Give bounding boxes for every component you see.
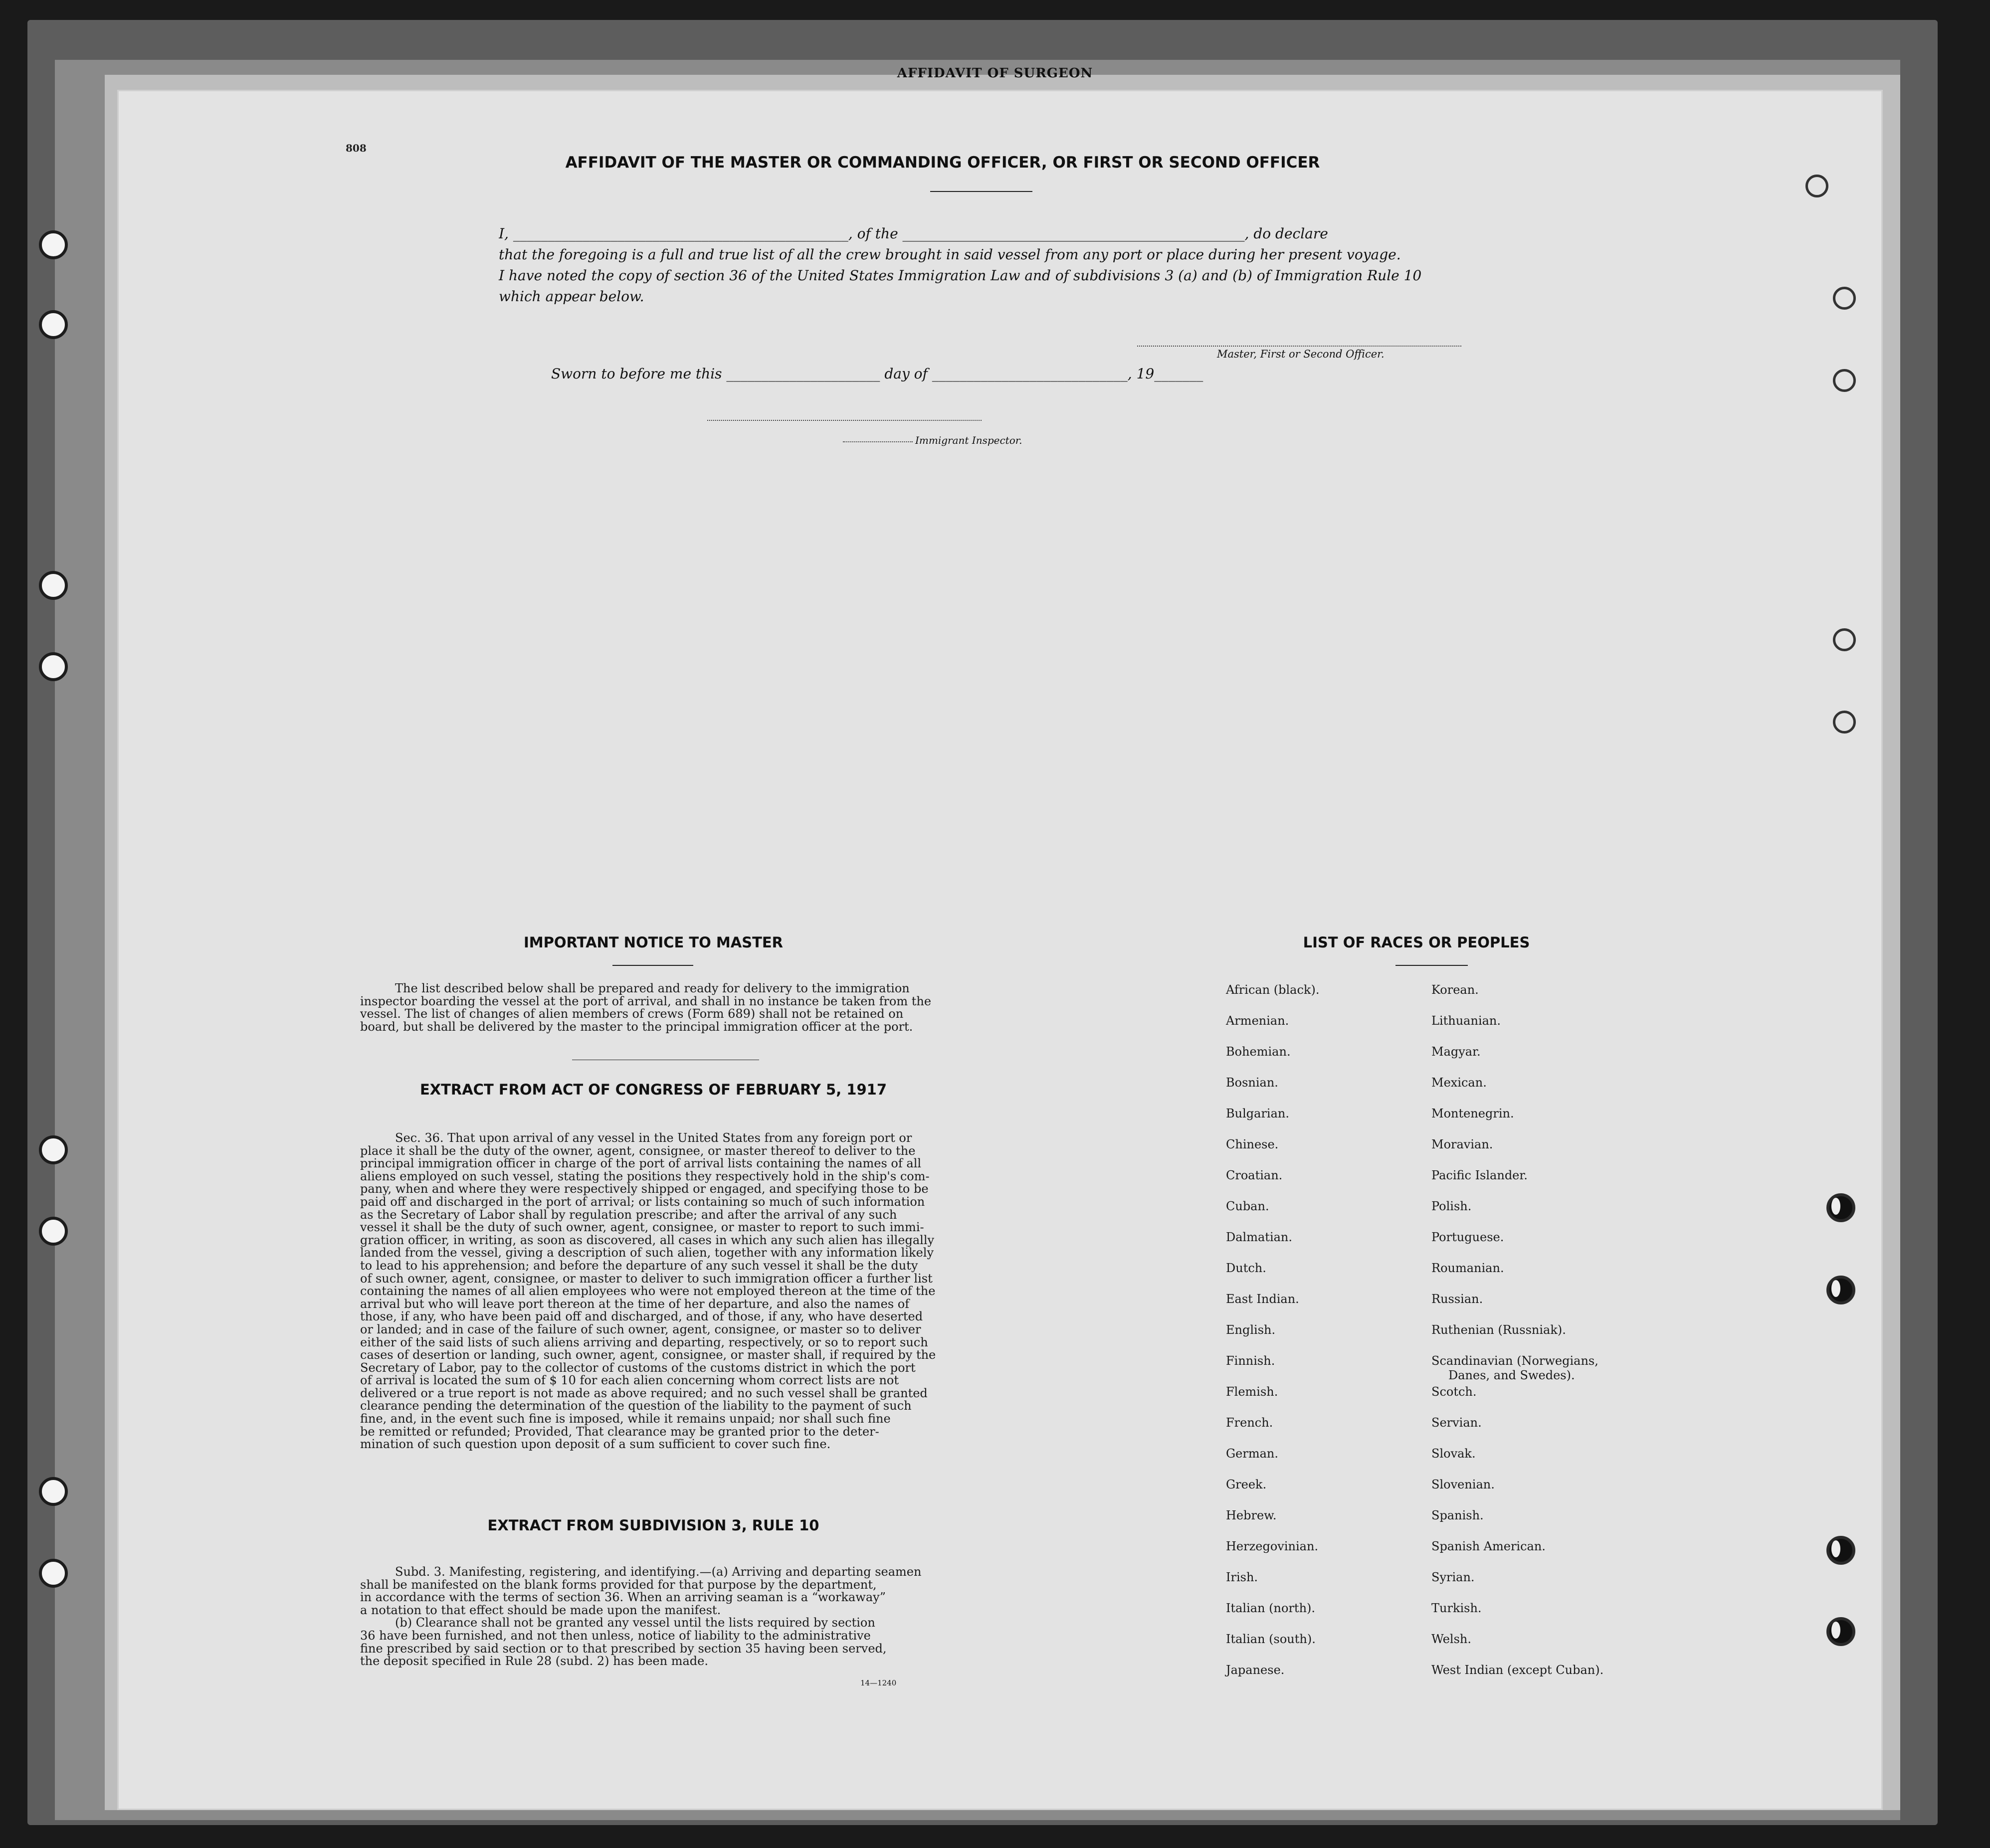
affidavit-line: I have noted the copy of section 36 of the United States Immigration Law and of subdivisions 3 (a) and (b) of Immigration Rule 10 (499, 267, 1422, 284)
notice-title-rule (612, 965, 693, 966)
races-right-column (1431, 982, 1603, 1693)
act-line: paid off and discharged in the port of arrival; or lists containing so much of such information (360, 1194, 925, 1209)
race-item: Finnish. (1226, 1354, 1275, 1368)
rule-line: in accordance with the terms of section 36. When an arriving seaman is a “workaway” (360, 1590, 886, 1605)
notice-line: inspector boarding the vessel at the port of arrival, and shall in no instance be taken from the (360, 994, 932, 1008)
race-item: Dalmatian. (1226, 1230, 1293, 1244)
punch-hole-icon (1826, 1276, 1855, 1304)
act-line: place it shall be the duty of the owner, agent, consignee, or master thereof to deliver to the (360, 1143, 916, 1158)
act-line: containing the names of all alien employees who were not employed thereon at the time of the (360, 1284, 936, 1298)
notice-line: board, but shall be delivered by the master to the principal immigration officer at the port. (360, 1019, 913, 1034)
act-line: clearance pending the determination of the question of the liability to the payment of such (360, 1399, 912, 1413)
affidavit-title: AFFIDAVIT OF THE MASTER OR COMMANDING OFFICER, OR FIRST OR SECOND OFFICER (565, 154, 1320, 172)
race-item: Danes, and Swedes). (1448, 1368, 1575, 1382)
race-item: Scandinavian (Norwegians, (1431, 1354, 1598, 1368)
punch-hole-icon (1826, 1193, 1855, 1222)
race-item: Welsh. (1431, 1632, 1471, 1646)
race-item: Bulgarian. (1226, 1107, 1289, 1120)
binder-hole-icon (39, 1135, 68, 1164)
act-line: mination of such question upon deposit of a sum sufficient to cover such fine. (360, 1437, 831, 1452)
race-item: Polish. (1431, 1199, 1472, 1213)
race-item: Spanish American. (1431, 1539, 1546, 1553)
race-item: Dutch. (1226, 1261, 1266, 1275)
signature-line (1137, 346, 1461, 347)
race-item: Mexican. (1431, 1076, 1487, 1090)
act-line: of such owner, agent, consignee, or master to deliver to such immigration officer a further list (360, 1271, 933, 1286)
race-item: Syrian. (1431, 1570, 1475, 1584)
race-item: Italian (north). (1226, 1601, 1316, 1615)
punch-hole-icon (1833, 711, 1856, 734)
act-line: be remitted or refunded; Provided, That clearance may be granted prior to the deter- (360, 1424, 879, 1439)
act-line: vessel it shall be the duty of such owner, agent, consignee, or master to report to such immi- (360, 1220, 924, 1235)
act-line: to lead to his apprehension; and before the departure of any such vessel it shall be the duty (360, 1258, 918, 1273)
binder-hole-icon (39, 1559, 68, 1588)
race-item: Spanish. (1431, 1508, 1484, 1522)
race-item: Moravian. (1431, 1137, 1493, 1151)
rule-line: the deposit specified in Rule 28 (subd. 2) has been made. (360, 1654, 708, 1668)
act-line: delivered or a true report is not made as above required; and no such vessel shall be granted (360, 1386, 928, 1400)
binder-hole-icon (39, 652, 68, 681)
race-item: German. (1226, 1447, 1278, 1461)
act-line: principal immigration officer in charge of the port of arrival lists containing the names of all (360, 1156, 922, 1171)
affidavit-line: I, ________________________________________________, of the _________________________________________________, do declare (499, 225, 1328, 242)
race-item: East Indian. (1226, 1292, 1299, 1306)
binder-hole-icon (39, 310, 68, 339)
punch-hole-icon (1826, 1617, 1855, 1646)
punch-hole-icon (1833, 628, 1856, 651)
rule-title: EXTRACT FROM SUBDIVISION 3, RULE 10 (487, 1517, 819, 1534)
rule-text (360, 1566, 950, 1668)
races-title-rule (1395, 965, 1468, 966)
act-line: gration officer, in writing, as soon as discovered, all cases in which any such alien has illegally (360, 1233, 935, 1247)
affidavit-line: that the foregoing is a full and true list of all the crew brought in said vessel from any port or place during her present voyage. (499, 246, 1401, 263)
act-line: or landed; and in case of the failure of such owner, agent, consignee, or master so to deliver (360, 1322, 921, 1336)
race-item: Servian. (1431, 1416, 1482, 1430)
punch-hole-icon (1805, 175, 1828, 197)
inspector-line (707, 420, 982, 421)
race-item: Croatian. (1226, 1168, 1283, 1182)
race-item: Chinese. (1226, 1137, 1279, 1151)
rule-line: 36 have been furnished, and not then unless, notice of liability to the administrative (360, 1628, 871, 1643)
race-item: Japanese. (1226, 1663, 1285, 1677)
race-item: Armenian. (1226, 1014, 1289, 1028)
act-title: EXTRACT FROM ACT OF CONGRESS OF FEBRUARY 5, 1917 (419, 1081, 887, 1098)
rule-line: Subd. 3. Manifesting, registering, and identifying.—(a) Arriving and departing seamen (395, 1565, 922, 1579)
affidavit-body (499, 223, 1466, 307)
sworn-line: Sworn to before me this ______________________ day of ____________________________, 19_______ (551, 366, 1203, 382)
race-item: African (black). (1226, 983, 1320, 997)
form-number: 808 (346, 142, 367, 154)
race-item: Montenegrin. (1431, 1107, 1514, 1120)
act-line: those, if any, who have been paid off and discharged, and of those, if any, who have deserted (360, 1309, 923, 1324)
race-item: Scotch. (1431, 1385, 1477, 1399)
race-item: Italian (south). (1226, 1632, 1316, 1646)
binder-hole-icon (39, 571, 68, 600)
race-item: Herzegovinian. (1226, 1539, 1319, 1553)
top-label: AFFIDAVIT OF SURGEON (897, 66, 1093, 81)
act-line: either of the said lists of such aliens arriving and departing, respectively, or so to report such (360, 1335, 928, 1349)
race-item: Portuguese. (1431, 1230, 1504, 1244)
races-title: LIST OF RACES OR PEOPLES (1303, 934, 1530, 951)
act-line: of arrival is located the sum of $ 10 for each alien concerning whom correct lists are not (360, 1373, 899, 1388)
act-line: cases of desertion or landing, such owner, agent, consignee, or master shall, if required by the (360, 1348, 936, 1362)
race-item: Lithuanian. (1431, 1014, 1501, 1028)
inspector-caption: Immigrant Inspector. (915, 434, 1022, 446)
act-line: Sec. 36. That upon arrival of any vessel in the United States from any foreign port or (395, 1131, 912, 1145)
race-item: Slovak. (1431, 1447, 1476, 1461)
race-item: French. (1226, 1416, 1273, 1430)
race-item: Irish. (1226, 1570, 1258, 1584)
affidavit-line: which appear below. (499, 288, 644, 305)
race-item: Turkish. (1431, 1601, 1482, 1615)
affidavit-title-rule (930, 191, 1032, 192)
race-item: Flemish. (1226, 1385, 1278, 1399)
race-item: Korean. (1431, 983, 1479, 997)
act-line: Secretary of Labor, pay to the collector of customs of the customs district in which the port (360, 1360, 916, 1375)
punch-hole-icon (1826, 1536, 1855, 1565)
races-left-column (1226, 982, 1319, 1693)
act-line: pany, when and where they were respectively shipped or engaged, and specifying those to be (360, 1182, 929, 1196)
act-line: as the Secretary of Labor shall by regulation prescribe; and after the arrival of any such (360, 1207, 897, 1222)
race-item: Greek. (1226, 1478, 1267, 1491)
race-item: Pacific Islander. (1431, 1168, 1528, 1182)
race-item: Bohemian. (1226, 1045, 1291, 1059)
race-item: English. (1226, 1323, 1276, 1337)
race-item: Hebrew. (1226, 1508, 1277, 1522)
act-line: landed from the vessel, giving a description of such alien, together with any information likely (360, 1246, 934, 1260)
notice-title: IMPORTANT NOTICE TO MASTER (523, 934, 784, 951)
act-text (360, 1132, 950, 1451)
binder-hole-icon (39, 230, 68, 259)
notice-line: vessel. The list of changes of alien members of crews (Form 689) shall not be retained on (360, 1007, 904, 1021)
signature-caption: Master, First or Second Officer. (1217, 348, 1385, 360)
race-item: Slovenian. (1431, 1478, 1495, 1491)
act-line: fine, and, in the event such fine is imposed, while it remains unpaid; nor shall such fine (360, 1412, 891, 1426)
race-item: Bosnian. (1226, 1076, 1278, 1090)
race-item: Cuban. (1226, 1199, 1269, 1213)
race-item: Ruthenian (Russniak). (1431, 1323, 1566, 1337)
punch-hole-icon (1833, 287, 1856, 310)
race-item: Russian. (1431, 1292, 1483, 1306)
act-line: arrival but who will leave port thereon at the time of her departure, and also the names of (360, 1296, 910, 1311)
punch-hole-icon (1833, 369, 1856, 392)
rule-line: a notation to that effect should be made upon the manifest. (360, 1603, 721, 1617)
rule-line: (b) Clearance shall not be granted any vessel until the lists required by section (395, 1616, 875, 1630)
rule-line: fine prescribed by said section or to that prescribed by section 35 having been served, (360, 1641, 887, 1656)
binder-hole-icon (39, 1217, 68, 1246)
race-item: Roumanian. (1431, 1261, 1504, 1275)
act-line: aliens employed on such vessel, stating the positions they respectively hold in the ship's com- (360, 1169, 930, 1183)
notice-line: The list described below shall be prepared and ready for delivery to the immigration (395, 981, 910, 995)
race-item: Magyar. (1431, 1045, 1481, 1059)
form-code: 14—1240 (860, 1678, 897, 1687)
inspector-line-short (843, 441, 913, 442)
race-item: West Indian (except Cuban). (1431, 1663, 1604, 1677)
rule-line: shall be manifested on the blank forms provided for that purpose by the department, (360, 1577, 877, 1592)
notice-text (360, 982, 950, 1033)
binder-hole-icon (39, 1477, 68, 1506)
